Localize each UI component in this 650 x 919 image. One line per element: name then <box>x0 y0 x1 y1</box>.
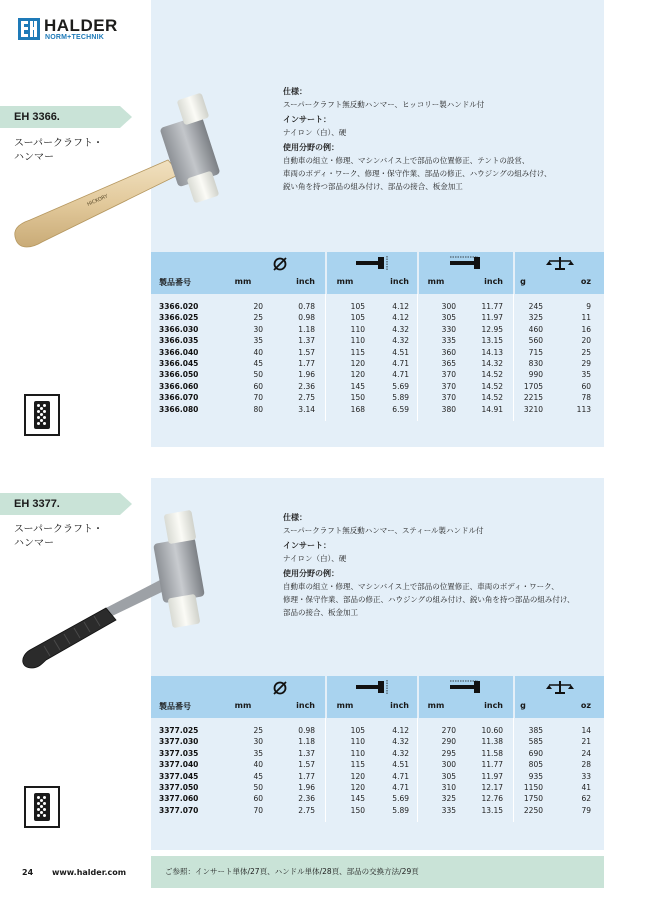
weight-icon <box>545 255 575 273</box>
value-cell: 1.77 <box>298 771 315 781</box>
value-cell: 113 <box>576 404 591 414</box>
value-cell: 70 <box>253 805 263 815</box>
steel-handle-hammer-image <box>10 500 250 680</box>
product-code-cell: 3377.025 <box>159 726 199 735</box>
value-cell: 120 <box>350 771 365 781</box>
value-cell: 1.96 <box>298 782 315 792</box>
value-cell: 245 <box>528 302 543 311</box>
value-cell: 4.51 <box>392 347 409 357</box>
value-cell: 40 <box>253 760 263 770</box>
reference-note: ご参照：インサート単体/27頁、ハンドル単体/28頁、部品の交換方法/29頁 <box>151 856 604 888</box>
value-cell: 25 <box>253 726 263 735</box>
value-cell: 3.14 <box>298 404 315 414</box>
value-cell: 10.60 <box>481 726 503 735</box>
value-cell: 110 <box>350 748 365 758</box>
value-cell: 2.75 <box>298 393 315 403</box>
value-cell: 935 <box>528 771 543 781</box>
value-cell: 300 <box>441 760 456 770</box>
value-cell: 33 <box>581 771 591 781</box>
value-cell: 1.18 <box>298 737 315 747</box>
value-cell: 14.52 <box>481 393 503 403</box>
value-cell: 150 <box>350 805 365 815</box>
value-cell: 12.17 <box>481 782 503 792</box>
value-cell: 110 <box>350 737 365 747</box>
value-cell: 1150 <box>523 782 543 792</box>
product-code-cell: 3366.025 <box>159 313 199 323</box>
value-cell: 20 <box>581 336 591 346</box>
value-cell: 14.52 <box>481 370 503 380</box>
product-code-cell: 3377.045 <box>159 771 199 781</box>
unit-header: mm <box>336 277 354 286</box>
table-row <box>151 725 604 736</box>
value-cell: 370 <box>441 393 456 403</box>
product-code-cell: 3366.030 <box>159 324 199 334</box>
value-cell: 4.12 <box>392 726 409 735</box>
wood-handle-hammer-image <box>0 90 250 270</box>
value-cell: 0.98 <box>298 726 315 735</box>
value-cell: 13.15 <box>481 805 503 815</box>
value-cell: 305 <box>441 313 456 323</box>
product-code-cell: 3366.080 <box>159 404 199 414</box>
table-row <box>151 404 604 415</box>
brand-name: HALDER <box>44 16 118 35</box>
value-cell: 1.77 <box>298 358 315 368</box>
value-cell: 1.96 <box>298 370 315 380</box>
value-cell: 365 <box>441 358 456 368</box>
value-cell: 5.69 <box>392 381 409 391</box>
product-code-cell: 3366.060 <box>159 381 199 391</box>
value-cell: 168 <box>350 404 365 414</box>
value-cell: 45 <box>253 771 263 781</box>
value-cell: 715 <box>528 347 543 357</box>
value-cell: 105 <box>350 313 365 323</box>
value-cell: 2.36 <box>298 381 315 391</box>
overall-length-icon <box>448 679 484 697</box>
section-1-spec-table <box>151 252 604 415</box>
value-cell: 270 <box>441 726 456 735</box>
value-cell: 60 <box>581 381 591 391</box>
unit-header: oz <box>580 701 591 710</box>
value-cell: 2.75 <box>298 805 315 815</box>
value-cell: 11.77 <box>481 302 503 311</box>
website-url: www.halder.com <box>52 868 127 877</box>
unit-header: inch <box>390 701 409 710</box>
value-cell: 50 <box>253 370 263 380</box>
value-cell: 4.32 <box>392 324 409 334</box>
table-row <box>151 381 604 392</box>
value-cell: 4.32 <box>392 737 409 747</box>
value-cell: 30 <box>253 324 263 334</box>
value-cell: 28 <box>581 760 591 770</box>
value-cell: 1.37 <box>298 336 315 346</box>
brand-tagline: NORM+TECHNIK <box>45 34 104 41</box>
section-2-spec-table <box>151 676 604 816</box>
table-row <box>151 347 604 358</box>
table-row <box>151 805 604 816</box>
value-cell: 0.78 <box>298 302 315 311</box>
weight-icon <box>545 679 575 697</box>
unit-header: mm <box>234 277 252 286</box>
value-cell: 35 <box>581 370 591 380</box>
value-cell: 12.95 <box>481 324 503 334</box>
value-cell: 60 <box>253 381 263 391</box>
table-row <box>151 736 604 747</box>
section-1-product-code: EH 3366. <box>0 106 120 128</box>
table-header-row <box>151 676 604 718</box>
value-cell: 12.76 <box>481 794 503 804</box>
head-length-icon <box>354 255 390 273</box>
value-cell: 0.98 <box>298 313 315 323</box>
value-cell: 30 <box>253 737 263 747</box>
value-cell: 690 <box>528 748 543 758</box>
product-code-cell: 3366.020 <box>159 302 199 311</box>
value-cell: 310 <box>441 782 456 792</box>
value-cell: 370 <box>441 370 456 380</box>
value-cell: 4.71 <box>392 370 409 380</box>
value-cell: 45 <box>253 358 263 368</box>
value-cell: 120 <box>350 782 365 792</box>
product-code-cell: 3366.035 <box>159 336 199 346</box>
value-cell: 11.77 <box>481 760 503 770</box>
value-cell: 990 <box>528 370 543 380</box>
value-cell: 41 <box>581 782 591 792</box>
value-cell: 40 <box>253 347 263 357</box>
value-cell: 29 <box>581 358 591 368</box>
value-cell: 4.71 <box>392 782 409 792</box>
value-cell: 9 <box>586 302 591 311</box>
unit-header: g <box>520 277 526 286</box>
section-2-spec: 仕様： スーパークラフト無反動ハンマー、スティール製ハンドル付 インサート： ナイロン（白）、硬 使用分野の例： 自動車の組立・修理、マシンバイス上で部品の位置修正、車両のボディ・ワーク、 修理・保守作業、部品の修正、ハウジングの組み付け、鋭い角を持つ部品の組み付け、 部品の接合、板金加工 <box>283 513 575 617</box>
value-cell: 305 <box>441 771 456 781</box>
value-cell: 14.13 <box>481 347 503 357</box>
value-cell: 325 <box>441 794 456 804</box>
table-row <box>151 369 604 380</box>
value-cell: 5.69 <box>392 794 409 804</box>
value-cell: 14.52 <box>481 381 503 391</box>
value-cell: 290 <box>441 737 456 747</box>
table-row <box>151 312 604 323</box>
col-product-code: 製品番号 <box>159 702 191 711</box>
value-cell: 460 <box>528 324 543 334</box>
overall-length-icon <box>448 255 484 273</box>
value-cell: 20 <box>253 302 263 311</box>
value-cell: 110 <box>350 324 365 334</box>
product-code-cell: 3377.035 <box>159 748 199 758</box>
unit-header: inch <box>296 701 315 710</box>
table-header-row <box>151 252 604 294</box>
table-row <box>151 748 604 759</box>
value-cell: 330 <box>441 324 456 334</box>
value-cell: 2250 <box>523 805 543 815</box>
col-product-code: 製品番号 <box>159 278 191 287</box>
unit-header: inch <box>484 277 503 286</box>
value-cell: 385 <box>528 726 543 735</box>
value-cell: 830 <box>528 358 543 368</box>
value-cell: 360 <box>441 347 456 357</box>
value-cell: 105 <box>350 726 365 735</box>
diameter-icon <box>271 679 289 697</box>
value-cell: 325 <box>528 313 543 323</box>
value-cell: 4.32 <box>392 336 409 346</box>
value-cell: 24 <box>581 748 591 758</box>
value-cell: 6.59 <box>392 404 409 414</box>
table-body <box>151 718 604 816</box>
unit-header: mm <box>234 701 252 710</box>
unit-header: inch <box>390 277 409 286</box>
insert-set-pictogram-icon <box>24 786 60 828</box>
unit-header: mm <box>427 277 445 286</box>
value-cell: 14 <box>581 726 591 735</box>
value-cell: 370 <box>441 381 456 391</box>
value-cell: 79 <box>581 805 591 815</box>
product-code-cell: 3377.030 <box>159 737 199 747</box>
value-cell: 1.18 <box>298 324 315 334</box>
table-row <box>151 793 604 804</box>
value-cell: 2.36 <box>298 794 315 804</box>
value-cell: 145 <box>350 381 365 391</box>
value-cell: 145 <box>350 794 365 804</box>
value-cell: 11.58 <box>481 748 503 758</box>
product-code-cell: 3377.050 <box>159 782 199 792</box>
value-cell: 62 <box>581 794 591 804</box>
value-cell: 60 <box>253 794 263 804</box>
value-cell: 110 <box>350 336 365 346</box>
unit-header: mm <box>427 701 445 710</box>
table-row <box>151 335 604 346</box>
value-cell: 50 <box>253 782 263 792</box>
value-cell: 1.37 <box>298 748 315 758</box>
value-cell: 105 <box>350 302 365 311</box>
value-cell: 14.32 <box>481 358 503 368</box>
value-cell: 295 <box>441 748 456 758</box>
unit-header: mm <box>336 701 354 710</box>
table-row <box>151 771 604 782</box>
value-cell: 5.89 <box>392 393 409 403</box>
value-cell: 300 <box>441 302 456 311</box>
value-cell: 115 <box>350 347 365 357</box>
value-cell: 335 <box>441 336 456 346</box>
value-cell: 78 <box>581 393 591 403</box>
table-row <box>151 358 604 369</box>
value-cell: 4.51 <box>392 760 409 770</box>
product-code-cell: 3366.050 <box>159 370 199 380</box>
table-row <box>151 324 604 335</box>
table-row <box>151 782 604 793</box>
head-length-icon <box>354 679 390 697</box>
diameter-icon <box>271 255 289 273</box>
value-cell: 115 <box>350 760 365 770</box>
halder-logo-mark-icon <box>18 18 40 40</box>
value-cell: 1705 <box>523 381 543 391</box>
value-cell: 805 <box>528 760 543 770</box>
value-cell: 380 <box>441 404 456 414</box>
product-code-cell: 3377.040 <box>159 760 199 770</box>
unit-header: inch <box>296 277 315 286</box>
unit-header: oz <box>580 277 591 286</box>
table-row <box>151 759 604 770</box>
product-code-cell: 3377.060 <box>159 794 199 804</box>
value-cell: 3210 <box>523 404 543 414</box>
table-row <box>151 392 604 403</box>
table-row <box>151 301 604 312</box>
value-cell: 11.97 <box>481 313 503 323</box>
value-cell: 560 <box>528 336 543 346</box>
value-cell: 21 <box>581 737 591 747</box>
value-cell: 585 <box>528 737 543 747</box>
product-code-cell: 3366.045 <box>159 358 199 368</box>
table-body <box>151 294 604 415</box>
handle-label: HICKORY <box>86 193 109 208</box>
value-cell: 2215 <box>523 393 543 403</box>
unit-header: inch <box>484 701 503 710</box>
value-cell: 120 <box>350 358 365 368</box>
value-cell: 14.91 <box>481 404 503 414</box>
value-cell: 150 <box>350 393 365 403</box>
value-cell: 25 <box>581 347 591 357</box>
value-cell: 4.71 <box>392 771 409 781</box>
value-cell: 4.12 <box>392 302 409 311</box>
product-code-cell: 3366.040 <box>159 347 199 357</box>
value-cell: 25 <box>253 313 263 323</box>
product-code-cell: 3366.070 <box>159 393 199 403</box>
value-cell: 13.15 <box>481 336 503 346</box>
section-1-product-name: スーパークラフト・ ハンマー <box>14 138 103 163</box>
value-cell: 4.32 <box>392 748 409 758</box>
page-number: 24 <box>22 868 34 877</box>
value-cell: 80 <box>253 404 263 414</box>
value-cell: 4.71 <box>392 358 409 368</box>
value-cell: 11.97 <box>481 771 503 781</box>
value-cell: 11 <box>581 313 591 323</box>
value-cell: 35 <box>253 748 263 758</box>
value-cell: 4.12 <box>392 313 409 323</box>
product-code-cell: 3377.070 <box>159 805 199 815</box>
section-2-product-name: スーパークラフト・ ハンマー <box>14 524 103 549</box>
section-2-product-code: EH 3377. <box>0 493 120 515</box>
section-1-spec: 仕様： スーパークラフト無反動ハンマー、ヒッコリー製ハンドル付 インサート： ナイロン（白）、硬 使用分野の例： 自動車の組立・修理、マシンバイス上で部品の位置修正、テントの設営、 車両のボディ・ワーク、修理・保守作業、部品の修正、ハウジングの組み付け、 鋭い角を持つ部品の組み付け、部品の接合、板金加工 <box>283 87 552 191</box>
value-cell: 5.89 <box>392 805 409 815</box>
value-cell: 16 <box>581 324 591 334</box>
unit-header: g <box>520 701 526 710</box>
value-cell: 35 <box>253 336 263 346</box>
value-cell: 1.57 <box>298 347 315 357</box>
insert-set-pictogram-icon <box>24 394 60 436</box>
value-cell: 1750 <box>523 794 543 804</box>
value-cell: 70 <box>253 393 263 403</box>
value-cell: 335 <box>441 805 456 815</box>
value-cell: 11.38 <box>481 737 503 747</box>
value-cell: 1.57 <box>298 760 315 770</box>
value-cell: 120 <box>350 370 365 380</box>
